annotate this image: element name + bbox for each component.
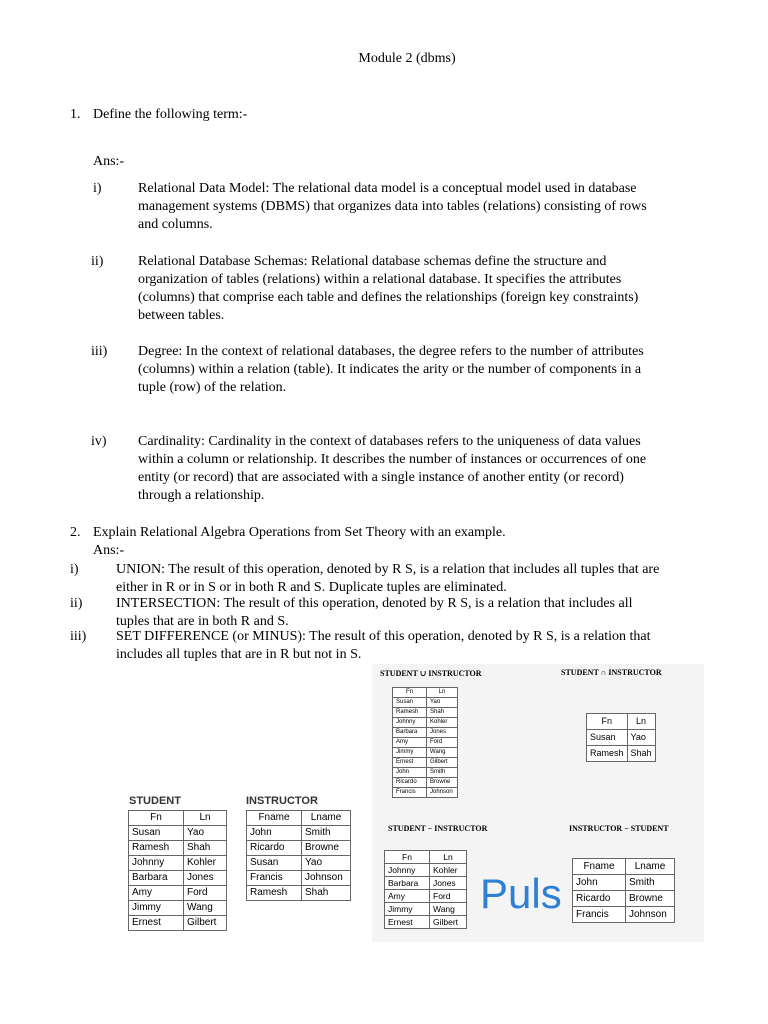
q1-item-2-text: Relational Database Schemas: Relational database schemas define the structure and organization of tables (relations) within a relational database. It specifies the attributes (columns) that comprise each table and defines the relationships (foreign key constraints) between tables. [138,254,639,323]
table-row [129,886,227,901]
q2-item-3-text: SET DIFFERENCE (or MINUS): The result of this operation, denoted by R S, is a relation that includes all tuples that are in R but not in S. [116,629,651,662]
table-cell: Jones [427,728,458,738]
column-header: Fn [393,688,427,698]
student-minus-instructor-table [384,850,467,929]
column-header: Fname [247,811,302,826]
table-cell: Susan [393,698,427,708]
table-row [573,891,675,907]
table-cell: Smith [302,826,351,841]
column-header: Ln [427,688,458,698]
q2-item-2-text: INTERSECTION: The result of this operation, denoted by R S, is a relation that includes all tuples that are in both R and S. [116,596,633,629]
intersection-table [586,713,656,762]
q2-ans-label: Ans:- [93,543,125,558]
table-cell: Susan [247,856,302,871]
difference-caption-2: INSTRUCTOR − STUDENT [569,824,669,833]
table-row [393,698,458,708]
table-row [587,746,656,762]
table-cell: Kohler [184,856,227,871]
table-cell: Gilbert [427,758,458,768]
q1-number: 1. [70,107,81,122]
table-cell: Ramesh [247,886,302,901]
table-row [129,841,227,856]
table-cell: Johnny [385,864,430,877]
table-cell: Ricardo [393,778,427,788]
table-cell: Jones [430,877,467,890]
table-cell: Ford [184,886,227,901]
table-cell: Jimmy [393,748,427,758]
table-cell: Smith [626,875,675,891]
table-cell: Susan [129,826,184,841]
table-cell: Johnny [129,856,184,871]
table-cell: Jimmy [385,903,430,916]
table-row [393,778,458,788]
table-row [587,730,656,746]
table-row [129,916,227,931]
table-cell: Johnny [393,718,427,728]
q1-item-3-num: iii) [91,344,108,359]
table-cell: Susan [587,730,628,746]
column-header: Fn [587,714,628,730]
q2-item-3-num: iii) [70,629,87,644]
table-row [393,758,458,768]
table-cell: Ricardo [247,841,302,856]
table-row [393,708,458,718]
column-header: Lname [302,811,351,826]
table-row [393,748,458,758]
table-cell: Barbara [129,871,184,886]
q1-item-2-num: ii) [91,254,104,269]
table-header-row [385,851,467,864]
table-row [385,890,467,903]
table-header-row [587,714,656,730]
q1-item-4-num: iv) [91,434,107,449]
table-row [247,841,351,856]
union-table [392,687,458,798]
table-header-row [573,859,675,875]
table-row [393,728,458,738]
table-cell: Yao [184,826,227,841]
table-row [573,907,675,923]
table-header-row [393,688,458,698]
table-cell: Yao [302,856,351,871]
table-cell: Yao [627,730,655,746]
table-cell: Kohler [430,864,467,877]
table-row [393,718,458,728]
table-cell: Jimmy [129,901,184,916]
q2-item-1-text: UNION: The result of this operation, denoted by R S, is a relation that includes all tuples that are either in R or in S or in both R and S. Duplicate tuples are eliminated. [116,562,660,595]
table-row [385,877,467,890]
table-row [247,856,351,871]
intersection-caption: STUDENT ∩ INSTRUCTOR [561,668,662,677]
table-row [393,768,458,778]
q2-number: 2. [70,525,81,540]
table-cell: Johnson [302,871,351,886]
table-cell: Ramesh [129,841,184,856]
table-cell: Jones [184,871,227,886]
table-cell: Ricardo [573,891,626,907]
table-cell: Ernest [393,758,427,768]
q1-item-1-text: Relational Data Model: The relational data model is a conceptual model used in database management systems (DBMS) that organizes data into tables (relations) consisting of rows and columns. [138,181,647,232]
table-cell: Ramesh [587,746,628,762]
difference-caption-1: STUDENT − INSTRUCTOR [388,824,488,833]
table-cell: Browne [626,891,675,907]
q2-text: Explain Relational Algebra Operations from Set Theory with an example. [93,525,506,540]
q1-item-1-num: i) [93,181,102,196]
table-cell: Ernest [385,916,430,929]
table-cell: Gilbert [430,916,467,929]
table-cell: Amy [129,886,184,901]
q1-text: Define the following term:- [93,107,248,122]
q2-item-1-num: i) [70,562,79,577]
table-cell: Gilbert [184,916,227,931]
table-row [385,916,467,929]
column-header: Ln [430,851,467,864]
table-row [129,901,227,916]
student-table [128,810,227,931]
column-header: Lname [626,859,675,875]
column-header: Fname [573,859,626,875]
table-cell: Ramesh [393,708,427,718]
table-cell: Kohler [427,718,458,728]
q2-item-2-num: ii) [70,596,83,611]
table-header-row [129,811,227,826]
table-cell: Wang [184,901,227,916]
table-row [573,875,675,891]
column-header: Fn [385,851,430,864]
table-row [247,826,351,841]
table-cell: Wang [427,748,458,758]
table-cell: John [247,826,302,841]
table-cell: Yao [427,698,458,708]
instructor-table [246,810,351,901]
union-caption: STUDENT ∪ INSTRUCTOR [380,669,482,678]
watermark: Puls [480,870,562,917]
table-cell: Shah [427,708,458,718]
table-cell: Shah [184,841,227,856]
table-row [247,886,351,901]
table-cell: John [573,875,626,891]
instructor-minus-student-table [572,858,675,923]
table-cell: Johnson [427,788,458,798]
table-cell: Amy [393,738,427,748]
table-cell: Ford [430,890,467,903]
table-cell: Amy [385,890,430,903]
q1-item-4-text: Cardinality: Cardinality in the context of databases refers to the uniqueness of data values within a column or relationship. It describes the number of instances or occurrences of one entity (or record) that are associated with a single instance of another entity (or record) through a relationship. [138,434,647,503]
column-header: Ln [184,811,227,826]
table-row [393,788,458,798]
table-cell: John [393,768,427,778]
table-cell: Barbara [393,728,427,738]
q1-item-3-text: Degree: In the context of relational databases, the degree refers to the number of attributes (columns) within a relation (table). It indicates the arity or the number of components in a tuple (row) of the relation. [138,344,644,395]
student-table-title: STUDENT [129,795,181,807]
table-cell: Shah [627,746,655,762]
table-cell: Francis [393,788,427,798]
table-cell: Browne [427,778,458,788]
table-row [247,871,351,886]
table-cell: Smith [427,768,458,778]
table-cell: Francis [247,871,302,886]
page-title: Module 2 (dbms) [358,51,456,66]
table-cell: Johnson [626,907,675,923]
table-cell: Shah [302,886,351,901]
column-header: Ln [627,714,655,730]
column-header: Fn [129,811,184,826]
table-cell: Ernest [129,916,184,931]
table-row [385,903,467,916]
table-cell: Browne [302,841,351,856]
table-row [129,826,227,841]
table-row [129,856,227,871]
table-cell: Wang [430,903,467,916]
table-row [129,871,227,886]
table-cell: Francis [573,907,626,923]
table-row [393,738,458,748]
q1-ans-label: Ans:- [93,154,125,169]
table-cell: Barbara [385,877,430,890]
instructor-table-title: INSTRUCTOR [246,795,318,807]
table-row [385,864,467,877]
table-header-row [247,811,351,826]
table-cell: Ford [427,738,458,748]
